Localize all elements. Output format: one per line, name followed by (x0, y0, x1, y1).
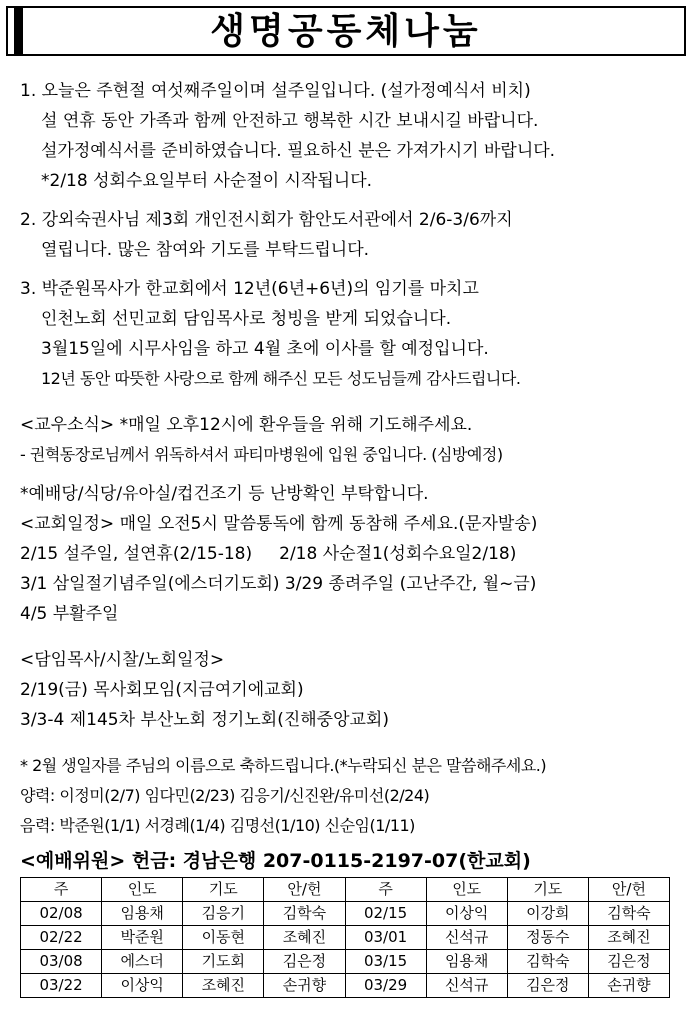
announcement-line: 열립니다. 많은 참여와 기도를 부탁드립니다. (41, 240, 370, 260)
title-box (6, 6, 686, 56)
table-cell: 손귀향 (588, 974, 669, 998)
table-cell: 03/08 (21, 950, 102, 974)
schedule-line: <교회일정> 매일 오전5시 말씀통독에 함께 동참해 주세요.(문자발송) (20, 514, 538, 534)
table-cell: 조혜진 (588, 926, 669, 950)
pastor-schedule (20, 645, 690, 735)
table-cell: 신석규 (426, 974, 507, 998)
pastor-schedule-line: 2/19(금) 목사회모임(지금여기에교회) (20, 680, 304, 700)
announcement-line: 1. 오늘은 주현절 여섯째주일이며 설주일입니다. (설가정예식서 비치) (20, 81, 531, 101)
table-cell: 김은정 (588, 950, 669, 974)
table-row (21, 974, 670, 998)
table-row (21, 902, 670, 926)
birthday-line: 양력: 이정미(2/7) 임다민(2/23) 김응기/신진완/유미선(2/24) (20, 786, 430, 805)
birthday-heading: * 2월 생일자를 주님의 이름으로 축하드립니다.(*누락되신 분은 말씀해주세요.) (20, 756, 547, 775)
table-cell: 이강희 (507, 902, 588, 926)
announcement-line: 설가정예식서를 준비하였습니다. 필요하신 분은 가져가시기 바랍니다. (41, 141, 556, 161)
announcement-line: 설 연휴 동안 가족과 함께 안전하고 행복한 시간 보내시길 바랍니다. (41, 111, 539, 131)
bulletin-content (20, 76, 690, 841)
column-header: 인도 (426, 878, 507, 902)
church-schedule (20, 479, 690, 629)
pastor-schedule-heading: <담임목사/시찰/노회일정> (20, 650, 225, 670)
column-header: 주 (345, 878, 426, 902)
table-cell: 신석규 (426, 926, 507, 950)
table-row (21, 950, 670, 974)
member-news-line: <교우소식> *매일 오후12시에 환우들을 위해 기도해주세요. (20, 415, 473, 435)
table-cell: 김학숙 (588, 902, 669, 926)
schedule-line: 4/5 부활주일 (20, 604, 119, 624)
table-cell: 박준원 (102, 926, 183, 950)
birthday-line: 음력: 박준원(1/1) 서경례(1/4) 김명선(1/10) 신순임(1/11) (20, 816, 415, 835)
schedule-line: 3/1 삼일절기념주일(에스더기도회) 3/29 종려주일 (고난주간, 월~금) (20, 574, 537, 594)
column-header: 기도 (183, 878, 264, 902)
announcement-2 (20, 205, 690, 265)
worship-committee-heading: <예배위원> 헌금: 경남은행 207-0115-2197-07(한교회) (20, 850, 531, 872)
table-cell: 김학숙 (507, 950, 588, 974)
table-cell: 조혜진 (264, 926, 345, 950)
table-cell: 김은정 (264, 950, 345, 974)
column-header: 주 (21, 878, 102, 902)
page-title: 생명공동체나눔 (210, 11, 482, 52)
table-cell: 김응기 (183, 902, 264, 926)
birthdays (20, 751, 690, 841)
column-header: 안/헌 (264, 878, 345, 902)
table-cell: 기도회 (183, 950, 264, 974)
announcement-line: 3. 박준원목사가 한교회에서 12년(6년+6년)의 임기를 마치고 (20, 279, 479, 299)
announcement-line: *2/18 성회수요일부터 사순절이 시작됩니다. (41, 171, 373, 191)
worship-committee-table (20, 877, 670, 998)
table-cell: 임용채 (102, 902, 183, 926)
table-cell: 에스더 (102, 950, 183, 974)
table-cell: 03/15 (345, 950, 426, 974)
member-news-line: - 권혁동장로님께서 위독하셔서 파티마병원에 입원 중입니다. (심방예정) (20, 445, 503, 464)
table-cell: 조혜진 (183, 974, 264, 998)
column-header: 안/헌 (588, 878, 669, 902)
table-cell: 손귀향 (264, 974, 345, 998)
table-cell: 03/29 (345, 974, 426, 998)
announcement-line: 12년 동안 따뜻한 사랑으로 함께 해주신 모든 성도님들께 감사드립니다. (41, 369, 521, 388)
column-header: 기도 (507, 878, 588, 902)
table-cell: 이상익 (102, 974, 183, 998)
announcement-3 (20, 274, 690, 394)
announcement-line: 3월15일에 시무사임을 하고 4월 초에 이사를 할 예정입니다. (41, 339, 489, 359)
announcement-line: 인천노회 선민교회 담임목사로 청빙을 받게 되었습니다. (41, 309, 452, 329)
table-cell: 02/22 (21, 926, 102, 950)
table-cell: 정동수 (507, 926, 588, 950)
table-cell: 02/15 (345, 902, 426, 926)
schedule-line: *예배당/식당/유아실/컵건조기 등 난방확인 부탁합니다. (20, 484, 429, 504)
table-cell: 임용채 (426, 950, 507, 974)
pastor-schedule-line: 3/3-4 제145차 부산노회 정기노회(진해중앙교회) (20, 710, 389, 730)
table-cell: 03/22 (21, 974, 102, 998)
announcement-1 (20, 76, 690, 196)
member-news (20, 410, 690, 470)
table-cell: 이상익 (426, 902, 507, 926)
table-header-row (21, 878, 670, 902)
schedule-line: 2/15 설주일, 설연휴(2/15-18) 2/18 사순절1(성회수요일2/18) (20, 544, 517, 564)
column-header: 인도 (102, 878, 183, 902)
table-cell: 02/08 (21, 902, 102, 926)
table-cell: 김은정 (507, 974, 588, 998)
table-row (21, 926, 670, 950)
table-cell: 03/01 (345, 926, 426, 950)
table-cell: 김학숙 (264, 902, 345, 926)
announcement-line: 2. 강외숙권사님 제3회 개인전시회가 함안도서관에서 2/6-3/6까지 (20, 210, 513, 230)
table-cell: 이동현 (183, 926, 264, 950)
